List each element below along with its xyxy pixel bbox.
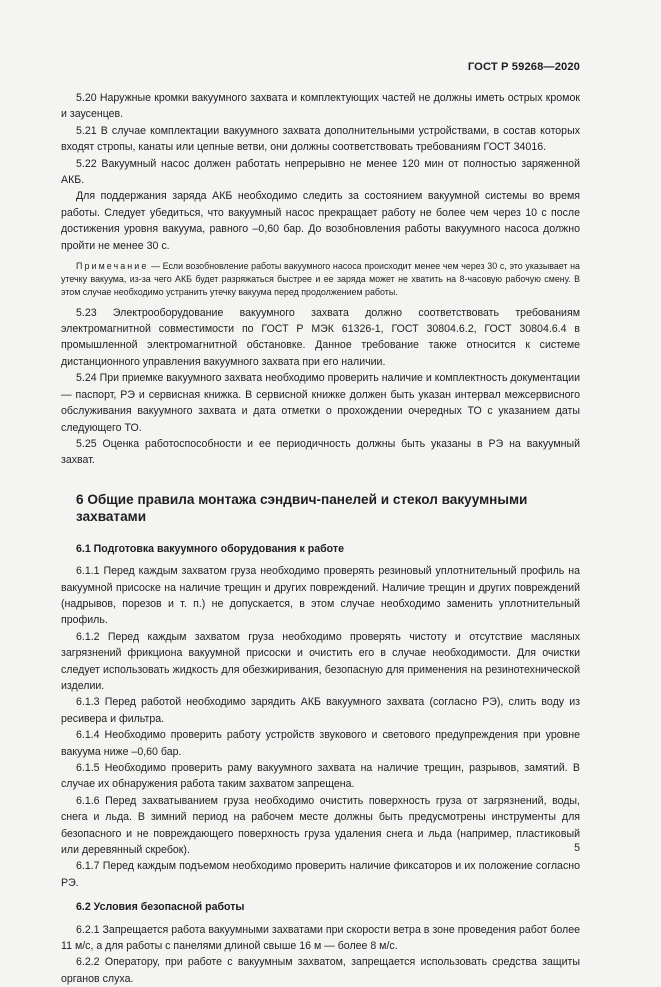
- paragraph-6-1-3: 6.1.3 Перед работой необходимо зарядить АКБ вакуумного захвата (согласно РЭ), слить воду из ресивера и фильтра.: [61, 696, 580, 725]
- note-text: — Если возобновление работы вакуумного насоса происходит менее чем через 30 с, это указывает на утечку вакуума, из-за чего АКБ будет разряжаться быстрее и ее заряда может не хватить на 8-часовую рабочую смену. В этом случае необходимо устранить утечку вакуума перед продолжением работы.: [61, 261, 580, 298]
- paragraph-6-1-6: 6.1.6 Перед захватыванием груза необходимо очистить поверхность груза от загрязнений, воды, снега и льда. В зимний период на рабочем месте должны быть предусмотрены инструменты для безопасного и не повреждающего поверхность груза удаления снега и льда (например, пластиковый или деревянный скребок).: [61, 794, 580, 857]
- paragraph-5-24: 5.24 При приемке вакуумного захвата необходимо проверить наличие и комплектность документации — паспорт, РЭ и сервисная книжка. В сервисной книжке должен быть указан интервал межсервисного обслуживания вакуумного захвата и дата отметки о прохождении очередных ТО с указанием даты следующего ТО.: [61, 372, 580, 434]
- note-label: Примечание: [76, 261, 149, 272]
- paragraph-6-2-2: 6.2.2 Оператору, при работе с вакуумным захватом, запрещается использовать средства защиты органов слуха.: [61, 956, 580, 985]
- document-body: [61, 90, 580, 987]
- subsection-6-2-heading: 6.2 Условия безопасной работы: [76, 901, 245, 914]
- paragraph-5-20: 5.20 Наружные кромки вакуумного захвата и комплектующих частей не должны иметь острых кромок и заусенцев.: [61, 92, 580, 121]
- paragraph-6-1-5: 6.1.5 Необходимо проверить раму вакуумного захвата на наличие трещин, разрывов, замятий. В случае их обнаружения работа таким захватом запрещена.: [61, 762, 580, 791]
- paragraph-6-1-2: 6.1.2 Перед каждым захватом груза необходимо проверять чистоту и отсутствие масляных загрязнений фрикциона вакуумной присоски и очистить его в случае необходимости. Для очистки следует использовать жидкость для обезжиривания, безопасную для применения на резинотехнической изделии.: [61, 630, 580, 692]
- document-id-header: ГОСТ Р 59268—2020: [467, 61, 580, 73]
- note-paragraph: [61, 260, 580, 300]
- paragraph-5-22: 5.22 Вакуумный насос должен работать непрерывно не менее 120 мин от полностью заряженной АКБ.: [61, 157, 580, 187]
- subsection-6-1-heading: 6.1 Подготовка вакуумного оборудования к работе: [76, 542, 344, 555]
- paragraph-5-23: 5.23 Электрооборудование вакуумного захвата должно соответствовать требованиям электромагнитной совместимости по ГОСТ Р МЭК 61326-1, ГОСТ 30804.6.2, ГОСТ 30804.6.4 в промышленной электромагнитной обстановке. Данное требование также относится к системе дистанционного управления вакуумного захвата при его наличии.: [61, 306, 580, 368]
- section-6-heading: 6 Общие правила монтажа сэндвич-панелей и стекол вакуумными захватами: [76, 491, 528, 524]
- paragraph-6-1-7: 6.1.7 Перед каждым подъемом необходимо проверить наличие фиксаторов и их положение согласно РЭ.: [61, 860, 580, 889]
- paragraph-6-2-1: 6.2.1 Запрещается работа вакуумными захватами при скорости ветра в зоне проведения работ более 11 м/с, а для работы с панелями длиной свыше 16 м — более 8 м/с.: [61, 923, 580, 953]
- paragraph-6-1-1: 6.1.1 Перед каждым захватом груза необходимо проверять резиновый уплотнительный профиль на вакуумной присоске на наличие трещин и других повреждений. Наличие трещин и других повреждений (надрывов, порезов и т. п.) не допускается, в этом случае необходимо заменить уплотнительный профиль.: [61, 565, 580, 627]
- page-number: 5: [574, 842, 580, 854]
- paragraph-6-1-4: 6.1.4 Необходимо проверить работу устройств звукового и светового предупреждения при уровне вакуума ниже –0,60 бар.: [61, 729, 580, 758]
- paragraph-5-25: 5.25 Оценка работоспособности и ее периодичность должны быть указаны в РЭ на вакуумный захват.: [61, 437, 580, 467]
- paragraph-5-21: 5.21 В случае комплектации вакуумного захвата дополнительными устройствами, в состав которых входят стропы, канаты или цепные ветви, они должны соответствовать требованиям ГОСТ 34016.: [61, 124, 580, 154]
- paragraph-5-22-battery: Для поддержания заряда АКБ необходимо следить за состоянием вакуумной системы во время работы. Следует убедиться, что вакуумный насос прекращает работу не более чем через 10 с после достижения уровня вакуума, равного –0,60 бар. До возобновления работы вакуумного насоса должно пройти не менее 30 с.: [61, 190, 580, 252]
